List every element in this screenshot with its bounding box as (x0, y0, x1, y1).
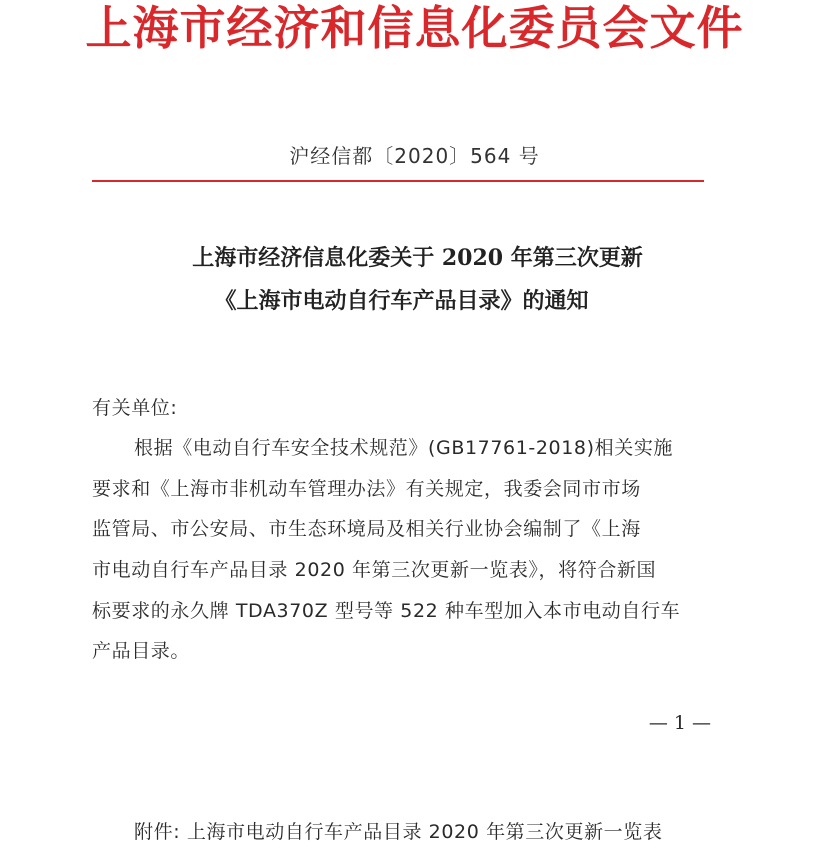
body-line-4: 市电动自行车产品目录 2020 年第三次更新一览表》，将符合新国 (92, 559, 657, 581)
org-header-title: 上海市经济和信息化委员会文件 (85, 1, 744, 55)
red-divider-line (92, 180, 704, 182)
body-line-1: 根据《电动自行车安全技术规范》(GB17761-2018)相关实施 (134, 437, 674, 459)
notice-title-line-2: 《上海市电动自行车产品目录》的通知 (214, 288, 589, 314)
page-number: — 1 — (648, 712, 711, 734)
body-line-3: 监管局、市公安局、市生态环境局及相关行业协会编制了《上海 (92, 518, 641, 540)
salutation: 有关单位: (92, 397, 178, 419)
body-line-6: 产品目录。 (92, 640, 191, 662)
document-number: 沪经信都〔2020〕564 号 (289, 144, 540, 168)
body-line-2: 要求和《上海市非机动车管理办法》有关规定，我委会同市市场 (92, 478, 641, 500)
attachment-note: 附件: 上海市电动自行车产品目录 2020 年第三次更新一览表 (134, 821, 663, 843)
body-line-5: 标要求的永久牌 TDA370Z 型号等 522 种车型加入本市电动自行车 (92, 600, 681, 622)
notice-title-line-1: 上海市经济信息化委关于 2020 年第三次更新 (192, 245, 643, 271)
